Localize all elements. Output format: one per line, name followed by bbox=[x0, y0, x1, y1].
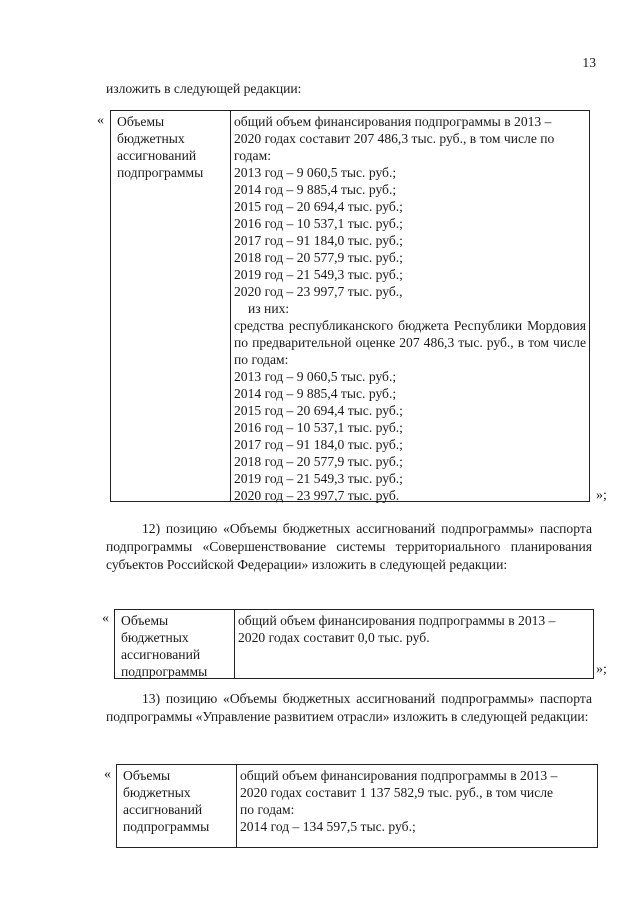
table-3-text-line: общий объем финансирования подпрограммы в 2013 – bbox=[240, 768, 558, 783]
table-1-left-line: ассигнований bbox=[117, 148, 197, 163]
quote-open-1: « bbox=[97, 113, 104, 128]
year-line: 2014 год – 9 885,4 тыс. руб.; bbox=[234, 386, 397, 401]
table-1-left-line: Объемы bbox=[117, 114, 165, 129]
table-2-text-line: 2020 годах составит 0,0 тыс. руб. bbox=[238, 630, 430, 645]
quote-close-2: »; bbox=[596, 662, 607, 677]
paragraph-13 bbox=[106, 690, 592, 726]
table-3-left-line: ассигнований bbox=[123, 802, 203, 817]
table-1-left-line: бюджетных bbox=[117, 131, 185, 146]
year-line: 2016 год – 10 537,1 тыс. руб.; bbox=[234, 420, 403, 435]
table-2 bbox=[114, 609, 594, 679]
year-line: 2015 год – 20 694,4 тыс. руб.; bbox=[234, 199, 403, 214]
year-line: 2014 год – 134 597,5 тыс. руб.; bbox=[240, 819, 416, 834]
year-line: 2018 год – 20 577,9 тыс. руб.; bbox=[234, 454, 403, 469]
quote-open-2: « bbox=[102, 611, 109, 626]
year-line: 2019 год – 21 549,3 тыс. руб.; bbox=[234, 267, 403, 282]
table-1-text-line: годам: bbox=[234, 148, 271, 163]
table-1-right-cell bbox=[231, 111, 589, 501]
year-line: 2020 год – 23 997,7 тыс. руб. bbox=[234, 488, 400, 503]
year-line: 2016 год – 10 537,1 тыс. руб.; bbox=[234, 216, 403, 231]
paragraph-13-text: 13) позицию «Объемы бюджетных ассигнований подпрограммы» паспорта подпрограммы «Управление развитием отрасли» изложить в следующей редакции: bbox=[106, 691, 592, 724]
year-line: 2013 год – 9 060,5 тыс. руб.; bbox=[234, 369, 397, 384]
table-1-left-line: подпрограммы bbox=[117, 165, 204, 180]
table-3-text-line: по годам: bbox=[240, 802, 295, 817]
table-3-text-line: 2020 годах составит 1 137 582,9 тыс. руб., в том числе bbox=[240, 785, 554, 800]
intro-line: изложить в следующей редакции: bbox=[106, 81, 302, 96]
year-line: 2020 год – 23 997,7 тыс. руб., bbox=[234, 284, 403, 299]
table-3-left-line: подпрограммы bbox=[123, 819, 210, 834]
table-1-left-cell bbox=[111, 111, 231, 501]
table-3-left-line: Объемы bbox=[123, 768, 171, 783]
table-2-text-line: общий объем финансирования подпрограммы в 2013 – bbox=[238, 613, 556, 628]
paragraph-12 bbox=[106, 520, 592, 574]
year-line: 2015 год – 20 694,4 тыс. руб.; bbox=[234, 403, 403, 418]
table-3-left-cell bbox=[117, 765, 237, 847]
table-3-right-cell bbox=[237, 765, 597, 847]
year-line: 2014 год – 9 885,4 тыс. руб.; bbox=[234, 182, 397, 197]
table-2-left-cell bbox=[115, 610, 235, 678]
budget-text: средства республиканского бюджета Республики Мордовия по предварительной оценке 207 486,3 тыс. руб., в том числе по годам: bbox=[234, 318, 586, 367]
year-line: 2019 год – 21 549,3 тыс. руб.; bbox=[234, 471, 403, 486]
quote-close-1: »; bbox=[596, 488, 607, 503]
page-number: 13 bbox=[582, 55, 596, 70]
year-line: 2017 год – 91 184,0 тыс. руб.; bbox=[234, 233, 403, 248]
table-2-left-line: подпрограммы bbox=[121, 664, 208, 679]
table-3-left-line: бюджетных bbox=[123, 785, 191, 800]
table-2-left-line: ассигнований bbox=[121, 647, 201, 662]
table-2-left-line: Объемы bbox=[121, 613, 169, 628]
table-2-right-cell bbox=[235, 610, 593, 678]
table-2-left-line: бюджетных bbox=[121, 630, 189, 645]
paragraph-12-text: 12) позицию «Объемы бюджетных ассигнований подпрограммы» паспорта подпрограммы «Совершенствование системы территориального планирования субъектов Российской Федерации» изложить в следующей редакции: bbox=[106, 521, 592, 572]
of-them-label: из них: bbox=[248, 301, 290, 316]
year-line: 2013 год – 9 060,5 тыс. руб.; bbox=[234, 165, 397, 180]
quote-open-3: « bbox=[104, 767, 111, 782]
year-line: 2018 год – 20 577,9 тыс. руб.; bbox=[234, 250, 403, 265]
table-1 bbox=[110, 110, 590, 502]
table-1-text-line: общий объем финансирования подпрограммы в 2013 – bbox=[234, 114, 552, 129]
table-3 bbox=[116, 764, 598, 848]
table-1-text-line: 2020 годах составит 207 486,3 тыс. руб., в том числе по bbox=[234, 131, 555, 146]
year-line: 2017 год – 91 184,0 тыс. руб.; bbox=[234, 437, 403, 452]
